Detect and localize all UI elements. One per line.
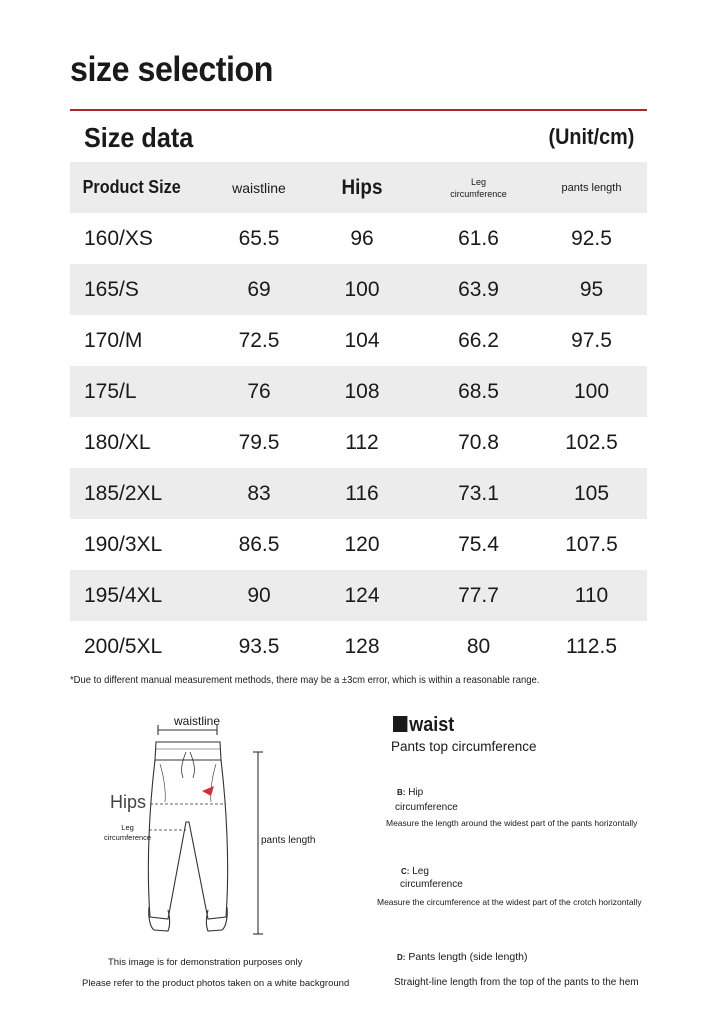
cell-size: 195/4XL [84,583,163,607]
header-leg-line2: circumference [450,188,507,199]
legend-length-title [397,951,527,963]
cell-size: 170/M [84,328,143,352]
table-row [70,570,647,621]
legend-hip-title2: circumference [395,802,458,813]
brand-logo-icon [202,786,214,796]
cell-length: 92.5 [571,226,612,250]
cell-length: 97.5 [571,328,612,352]
unit-label: (Unit/cm) [548,124,634,149]
diagram-caption-1: This image is for demonstration purposes only [108,957,303,968]
cell-hips: 120 [344,532,380,556]
diagram-hips-label: Hips [110,792,147,812]
cell-hips: 108 [344,379,380,403]
table-row [70,366,647,417]
cell-leg: 63.9 [458,277,499,301]
diagram-length-label: pants length [261,835,316,846]
cell-hips: 100 [344,277,380,301]
cell-hips: 96 [350,226,374,250]
legend-hip-title1: Hip [408,787,424,798]
cell-waist: 79.5 [238,430,280,454]
table-row [70,621,647,672]
cell-size: 175/L [84,379,137,403]
cell-length: 102.5 [565,430,618,454]
cell-waist: 76 [247,379,271,403]
legend-waist-desc: Pants top circumference [391,739,537,754]
cell-size: 190/3XL [84,532,163,556]
diagram-leg-line2: circumference [104,833,152,842]
cell-size: 180/XL [84,430,151,454]
cell-length: 95 [579,277,604,301]
cell-length: 100 [573,379,610,403]
legend-hip-desc: Measure the length around the widest part of the pants horizontally [386,818,638,828]
legend-waist-text: waist [409,714,455,736]
table-row [70,213,647,264]
legend-length-desc: Straight-line length from the top of the pants to the hem [394,977,639,988]
legend-hip-title [397,787,423,798]
cell-leg: 68.5 [458,379,499,403]
cell-leg: 77.7 [458,583,499,607]
cell-length: 110 [574,583,609,607]
legend-length-title-text: Pants length (side length) [408,951,528,963]
legend-waist-title [393,714,454,737]
legend-leg-title1: Leg [412,866,429,877]
section-heading: Size data [84,122,194,153]
cell-waist: 83 [247,481,271,505]
legend-hip-marker: B: [397,788,406,797]
cell-waist: 65.5 [238,226,280,250]
cell-hips: 128 [344,634,380,658]
cell-leg: 61.6 [458,226,499,250]
header-leg-line1: Leg [470,176,487,187]
marker-box-icon [393,716,407,732]
cell-waist: 72.5 [238,328,280,352]
cell-leg: 75.4 [458,532,499,556]
cell-waist: 93.5 [238,634,280,658]
diagram-caption-2: Please refer to the product photos taken on a white background [82,978,350,989]
legend-leg-title2: circumference [400,879,463,890]
diagram-leg-label [104,823,151,843]
cell-waist: 69 [247,277,271,301]
header-hips: Hips [341,175,383,199]
legend-leg-title [401,866,429,877]
title-divider [70,109,647,111]
page-title: size selection [70,50,273,89]
header-length: pants length [561,181,622,194]
diagram-leg-line1: Leg [121,823,134,832]
diagram-waistline-label: waistline [174,714,221,728]
header-leg [421,176,536,200]
cell-hips: 116 [345,481,379,505]
cell-hips: 112 [345,430,379,454]
cell-size: 160/XS [84,226,153,250]
header-size: Product Size [82,177,181,197]
size-table [70,162,647,672]
cell-leg: 80 [466,634,491,658]
cell-length: 112.5 [566,634,617,658]
cell-leg: 73.1 [458,481,499,505]
cell-hips: 124 [344,583,380,607]
table-row [70,417,647,468]
table-row [70,468,647,519]
cell-length: 105 [573,481,610,505]
cell-leg: 70.8 [458,430,499,454]
legend-leg-marker: C: [401,867,410,876]
table-row [70,315,647,366]
cell-size: 185/2XL [84,481,163,505]
table-row [70,519,647,570]
legend-leg-desc: Measure the circumference at the widest part of the crotch horizontally [377,897,642,907]
header-waist: waistline [232,179,286,196]
cell-leg: 66.2 [458,328,499,352]
cell-waist: 86.5 [238,532,280,556]
cell-waist: 90 [247,583,271,607]
legend-length-marker: D: [397,953,406,962]
measurement-note: *Due to different manual measurement methods, there may be a ±3cm error, which is within a reasonable range. [70,674,540,686]
table-row [70,264,647,315]
cell-size: 200/5XL [84,634,163,658]
cell-size: 165/S [84,277,139,301]
cell-hips: 104 [344,328,380,352]
table-header-row [70,162,647,213]
cell-length: 107.5 [565,532,618,556]
